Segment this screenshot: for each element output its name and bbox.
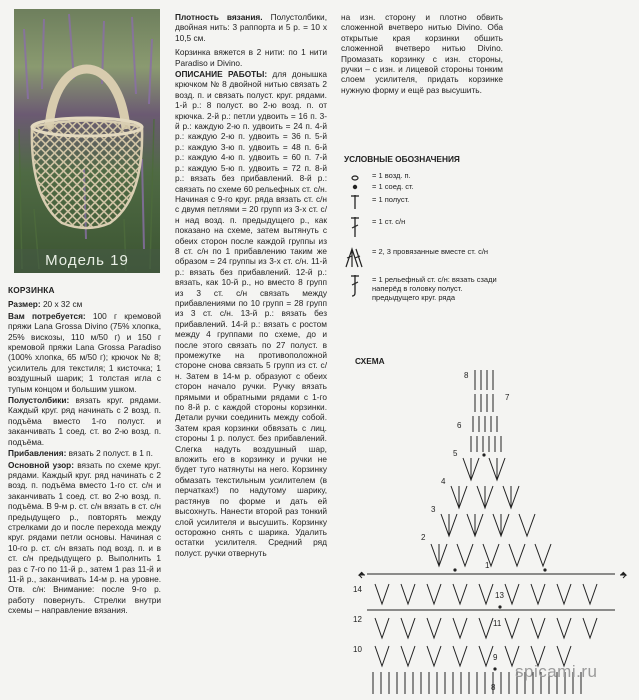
article-title: КОРЗИНКА <box>8 285 55 295</box>
row-number: 12 <box>353 615 362 624</box>
crochet-scheme-diagram <box>345 360 635 700</box>
materials-text: 100 г кремовой пряжи Lana Grossa Divino (75% хлопка, 25% вискозы, 110 м/50 г) и 150 г кремовой пряжи Lana Grossa Paradiso (100% хлопка, 65 м/50 г); крючок № 8; усилитель для текстиля; 1 кисточка; 1 воздушный шарик; 1 толстая игла с тупым концом и большим ушком. <box>8 310 161 394</box>
row-number: 6 <box>457 421 462 430</box>
row-number: 3 <box>431 505 436 514</box>
row-number: 13 <box>495 591 504 600</box>
scheme-handle-part <box>367 370 615 694</box>
row-number: 2 <box>421 533 426 542</box>
size-value: 20 х 32 см <box>40 299 83 310</box>
materials-label: Вам потребуется: <box>8 310 86 321</box>
left-column <box>8 285 161 617</box>
legend-title: УСЛОВНЫЕ ОБОЗНАЧЕНИЯ <box>344 154 460 164</box>
row-number: 1 <box>485 561 490 570</box>
density-label: Плотность вязания. <box>175 12 263 22</box>
row-number: 5 <box>453 449 458 458</box>
chain-dots <box>453 453 546 670</box>
right-column <box>341 12 503 96</box>
hdc-label: Полустолбики: <box>8 395 70 406</box>
basket-illustration <box>14 9 160 273</box>
row-number: 11 <box>493 619 502 628</box>
cluster-stitch-icon <box>344 247 366 269</box>
half-double-crochet-icon <box>344 195 366 217</box>
row-number: 4 <box>441 477 446 486</box>
direction-arrows <box>359 572 626 578</box>
middle-column <box>175 12 327 559</box>
model-caption: Модель 19 <box>14 249 160 273</box>
handle-rows <box>471 370 501 452</box>
size-label: Размер: <box>8 299 41 310</box>
legend: УСЛОВНЫЕ ОБОЗНАЧЕНИЯ = 1 возд. п. = 1 соед. ст. = 1 полуст. = 1 ст. с/н = 2, 3 провязанные вместе ст. с/н = 1 рельефный ст. с/н: вязать сзади наперёд в головку полуст. предыдущего круг. ряда <box>344 155 504 164</box>
hdc-text: вязать круг. рядами. Каждый круг. ряд начинать с 2 возд. п. подъёма вместо 1-го полуст. и заканчивать 1 соед. ст. во 2-ю возд. п. подъёма. <box>8 395 161 447</box>
double-crochet-icon <box>344 217 366 239</box>
work-label: ОПИСАНИЕ РАБОТЫ: <box>175 69 268 80</box>
increase-text: вязать 2 полуст. в 1 п. <box>66 448 153 459</box>
pattern-text: вязать по схеме круг. рядами. Каждый круг. ряд начинать с 2 возд. п. подъёма вместо 1-го ст. с/н и заканчивать 1 соед. ст. во 2-ю возд. п. подъёма. В 9-м р. ст. с/н вязать в ст. с/н предыдущего р., повторять между стрелками до и после перехода между круг. рядами петли основы. Начиная с 10-го р. ст. с/н вязать под возд. п. и в ст. с/н предыдущего р. Выполнить 1 раз с 7-го по 11-й р., затем 1 раз 11-й и 11-й р., заканчивать 14-м р. на уровне. Отв. с/н: Внимание: после 9-го р. работу повернуть. Стрелки внутри схемы – направление вязания. <box>8 459 161 616</box>
row-number: 9 <box>493 653 498 662</box>
row-number: 7 <box>505 393 510 402</box>
density-text: Полустолбики, двойная нить: 3 раппорта и 5 р. = 10 х 10,5 см. <box>175 12 328 43</box>
scheme-title: СХЕМА <box>355 356 385 366</box>
pattern-label: Основной узор: <box>8 459 74 470</box>
relief-stitch-icon <box>344 275 366 297</box>
basket-photo <box>14 9 160 273</box>
right-text: на изн. сторону и плотно обвить сложенной вчетверо нитью Divino. Оба открытые края корзинки обшить сложенной вчетверо нитью Divino. Промазать корзинку с изн. стороны, ручки – с изн. и лицевой стороны тонким слоем усилителя, придать корзинке нужную форму и ещё раз высушить. <box>341 12 503 95</box>
scheme-row-numbers <box>353 371 510 692</box>
triangle-clusters <box>431 458 551 566</box>
yarn-note: Корзинка вяжется в 2 нити: по 1 нити Paradiso и Divino. <box>175 47 327 68</box>
row-number: 8 <box>464 371 469 380</box>
watermark: spicami.ru <box>515 662 598 681</box>
row-number: 10 <box>353 645 362 654</box>
increase-label: Прибавления: <box>8 448 67 459</box>
row-number: 14 <box>353 585 362 594</box>
row-number: 8 <box>491 683 496 692</box>
work-text: для донышка крючком № 8 двойной нитью связать 2 возд. п. и связать полуст. круг. рядами. 1-й р.: 8 полуст. во 2-ю возд. п. от крючка. 2-й р.: петли удвоить = 16 п. 3-й р.: каждую 2-ю п. удвоить = 24 п. 4-й р.: каждую 2-ю п. удвоить = 36 п. 5-й р.: каждую 3-ю п. удвоить = 48 п. 6-й р.: каждую 4-ю п. удвоить = 60 п. 7-й р.: каждую 5-ю п. удвоить = 72 п. 8-й р.: вязать без прибавлений. 8-й р.: связать по схеме 60 рельефных ст. с/н. Начиная с 9-го круг. ряда вязать ст. с/н с двумя петлями = 20 групп из 3-х ст. с/н над возд. п. предыдущего р., как показано на схеме, затем вытянуть с обеих сторон после каждой группы из 8 ст. с/н по 1 прибавлению таким же образом = 24 группы из 3-х ст. с/н. 11-й р.: вязать без прибавлений. 12-й р.: вязать, как 10-й р., но вместо 8 групп из 3 ст. с/н связать между прибавлениями по 10 групп = 28 групп из 3 ст. с/н. 13-й р.: вязать без прибавлений. 14-й р.: вязать с ростом между 4 группами по схеме, до и после этого связать по 27 полуст. в промежутке на противоположной стороне снова связать 5 групп из ст. с/н. Затем в 14-м р. образуют с обеих сторон начало ручки. Ручку вязать прямыми и обратными рядами с 1-го по 8-й р. с каждой стороны корзинки. Детали ручки соединить между собой. Затем края корзинки обвязать с лиц. стороны 1 р. полуст. без прибавлений. Слегка надуть воздушный шар, вложить его в корзинку и ручки не будет туго натянуты на него. Корзинку обмазать текстильным усилителем (в перчатках!) по надутому шарику, растянув по форме и дать ей высохнуть. Нанести второй раз тонкий слой усилителя и высушить. Корзинку осторожно снять с шарика. Удалить остатки усилителя. Средний ряд полуст. ручки отвернуть <box>175 69 327 558</box>
